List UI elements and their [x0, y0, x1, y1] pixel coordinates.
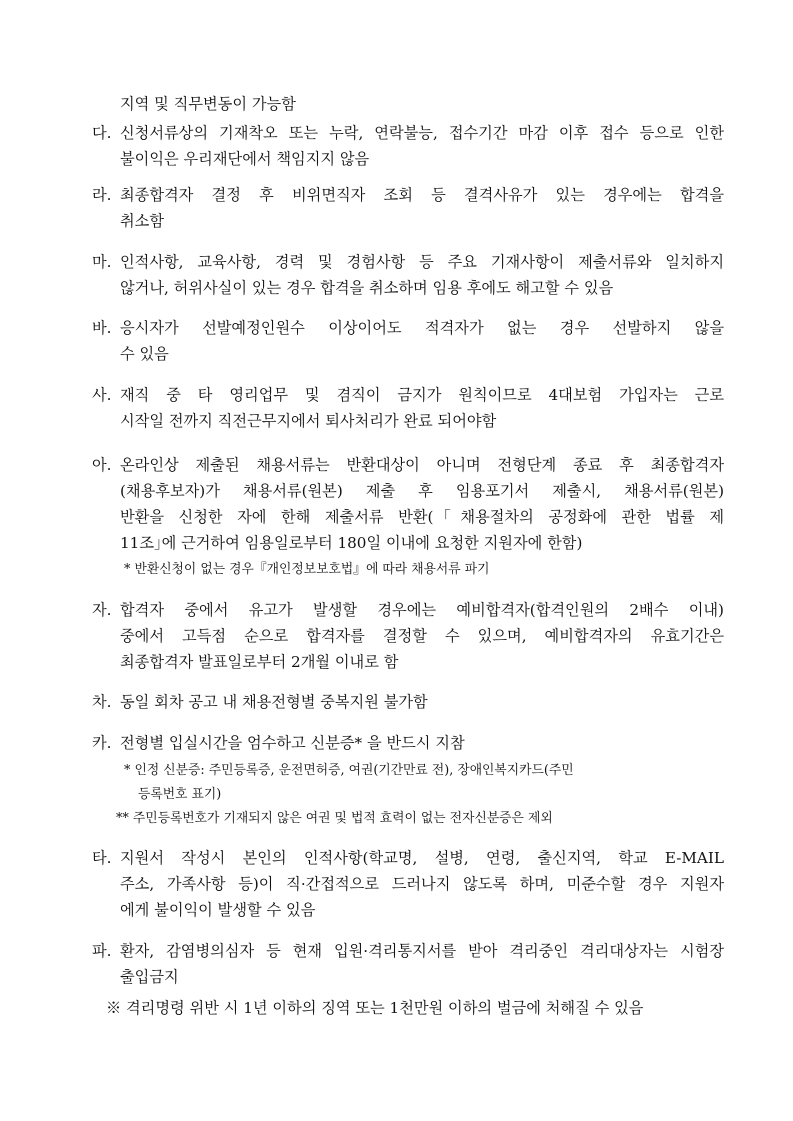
item-line: 반환을 신청한 자에 한해 제출서류 반환(｢채용절차의 공정화에 관한 법률 제: [120, 508, 724, 526]
item-marker: 자.: [92, 601, 112, 619]
item-line: (채용후보자)가 채용서류(원본) 제출 후 임용포기서 제출시, 채용서류(원본): [120, 482, 724, 500]
item-line: 지원서 작성시 본인의 인적사항(학교명, 설병, 연령, 출신지역, 학교 E-MAIL: [120, 849, 724, 867]
item-line: 재직 중 타 영리업무 및 겸직이 금지가 원칙이므로 4대보험 가입자는 근로: [120, 386, 724, 404]
item-marker: 파.: [92, 942, 112, 960]
item-line: 시작일 전까지 직전근무지에서 퇴사처리가 완료 되어야함: [120, 412, 497, 430]
item-line: 에게 불이익이 발생할 수 있음: [120, 901, 316, 919]
item-line: 출입금지: [120, 968, 179, 986]
item-marker: 아.: [92, 456, 112, 474]
id-exclusion-note: ** 주민등록번호가 기재되지 않은 여권 및 법적 효력이 없는 전자신분증은 제외: [116, 811, 553, 826]
item-marker: 사.: [92, 386, 112, 404]
item-marker: 타.: [92, 849, 112, 867]
item-marker: 차.: [92, 693, 112, 711]
item-marker: 바.: [92, 319, 112, 337]
item-line: 온라인상 제출된 채용서류는 반환대상이 아니며 전형단계 종료 후 최종합격자: [120, 456, 724, 474]
item-marker: 라.: [92, 186, 112, 204]
item-marker: 다.: [92, 124, 112, 142]
item-line: 최종합격자 발표일로부터 2개월 이내로 함: [120, 653, 399, 671]
item-line: 수 있음: [120, 345, 169, 363]
item-line: 응시자가 선발예정인원수 이상이어도 적격자가 없는 경우 선발하지 않을: [120, 319, 724, 337]
item-line: 인적사항, 교육사항, 경력 및 경험사항 등 주요 기재사항이 제출서류와 일치하지: [120, 253, 724, 271]
item-line: 최종합격자 결정 후 비위면직자 조회 등 결격사유가 있는 경우에는 합격을: [120, 186, 724, 204]
item-line: 합격자 중에서 유고가 발생할 경우에는 예비합격자(합격인원의 2배수 이내): [120, 601, 724, 619]
item-line: 신청서류상의 기재착오 또는 누락, 연락불능, 접수기간 마감 이후 접수 등으로 인한: [120, 124, 724, 142]
item-line: 환자, 감염병의심자 등 현재 입원·격리통지서를 받아 격리중인 격리대상자는 시험장: [120, 942, 724, 960]
continuation-line: 지역 및 직무변동이 가능함: [120, 95, 296, 113]
item-line: 취소함: [120, 212, 165, 230]
item-line: 주소, 가족사항 등)이 직·간접적으로 드러나지 않도록 하며, 미준수할 경우 지원자: [120, 875, 724, 893]
item-line: 않거나, 허위사실이 있는 경우 합격을 취소하며 임용 후에도 해고할 수 있음: [120, 279, 614, 297]
quarantine-penalty-note: ※ 격리명령 위반 시 1년 이하의 징역 또는 1천만원 이하의 벌금에 처해질 수 있음: [106, 999, 644, 1017]
return-note: * 반환신청이 없는 경우『개인정보보호법』에 따라 채용서류 파기: [124, 562, 490, 577]
item-line: 11조｣에 근거하여 임용일로부터 180일 이내에 요청한 지원자에 한함): [120, 534, 583, 552]
item-line: 전형별 입실시간을 엄수하고 신분증* 을 반드시 지참: [120, 734, 465, 752]
id-card-note-line1: * 인정 신분증: 주민등록증, 운전면허증, 여권(기간만료 전), 장애인복지카드(주민: [124, 763, 574, 778]
item-line: 동일 회차 공고 내 채용전형별 중복지원 불가함: [120, 693, 428, 711]
item-line: 중에서 고득점 순으로 합격자를 결정할 수 있으며, 예비합격자의 유효기간은: [120, 627, 724, 645]
id-card-note-line2: 등록번호 표기): [138, 787, 222, 802]
item-marker: 마.: [92, 253, 112, 271]
item-marker: 카.: [92, 734, 112, 752]
item-line: 불이익은 우리재단에서 책임지지 않음: [120, 150, 370, 168]
